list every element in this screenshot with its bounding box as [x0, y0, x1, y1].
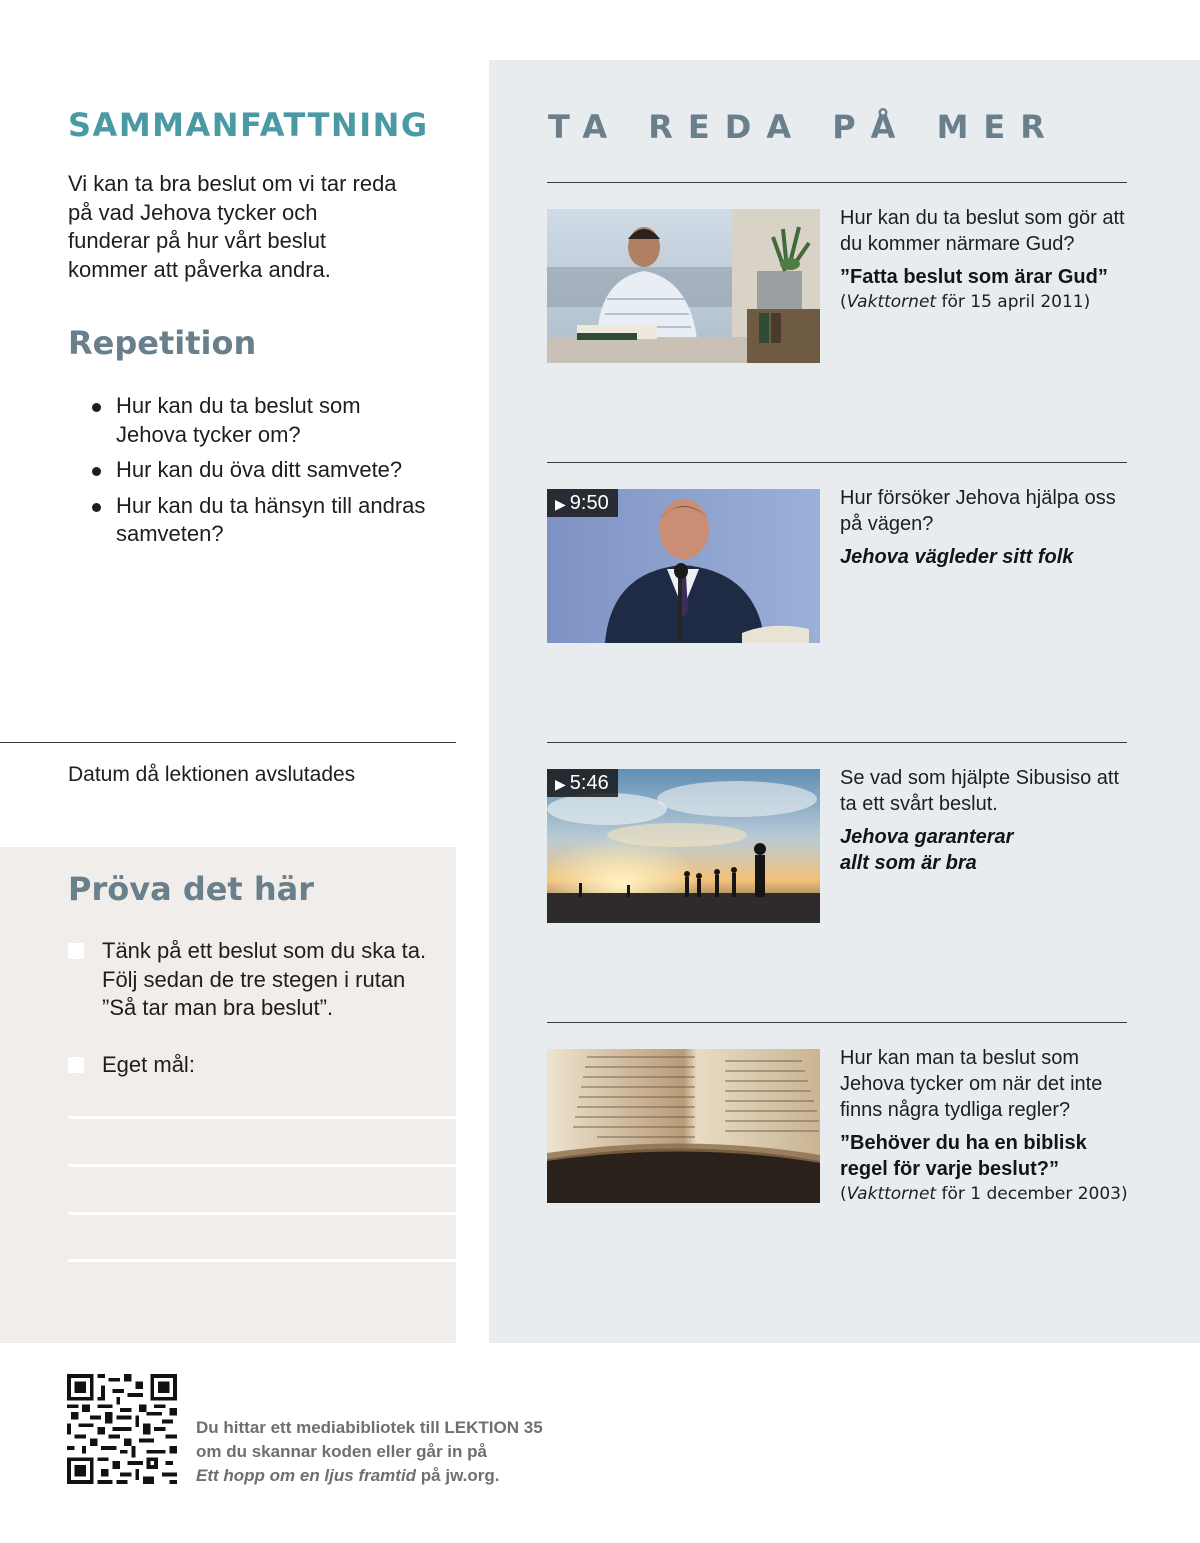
- list-item: [92, 456, 432, 485]
- entry-source: (Vakttornet för 1 december 2003): [840, 1184, 1128, 1204]
- bullet-icon: [92, 467, 101, 476]
- try-this-item-goal: [68, 1051, 438, 1080]
- learn-more-entry: [840, 765, 1130, 876]
- divider: [547, 462, 1127, 463]
- try-this-item: [68, 937, 438, 1023]
- footer-line: om du skannar koden eller går in på: [196, 1442, 487, 1461]
- publication-link[interactable]: Ett hopp om en ljus framtid: [196, 1466, 417, 1485]
- video-thumbnail[interactable]: [547, 769, 820, 923]
- video-duration-badge: ▶ 5:46: [547, 769, 618, 797]
- bullet-icon: [92, 403, 101, 412]
- qr-code-icon[interactable]: [67, 1374, 177, 1484]
- article-thumbnail[interactable]: [547, 209, 820, 363]
- entry-question: Hur kan man ta beslut som Jehova tycker om när det inte finns några tydliga regler?: [840, 1047, 1103, 1121]
- entry-title-link[interactable]: Jehova garanterar allt som är bra: [840, 826, 1014, 874]
- divider: [547, 742, 1127, 743]
- learn-more-entry: [840, 205, 1130, 314]
- writing-line[interactable]: [68, 1116, 456, 1119]
- entry-title-link[interactable]: ”Behöver du ha en biblisk regel för varje beslut?”: [840, 1132, 1087, 1180]
- divider: [547, 1022, 1127, 1023]
- repetition-list: [92, 392, 432, 556]
- divider: [0, 742, 456, 743]
- entry-title-link[interactable]: ”Fatta beslut som ärar Gud”: [840, 266, 1108, 288]
- learn-more-entry: [840, 485, 1130, 570]
- checkbox[interactable]: [68, 1057, 84, 1073]
- writing-line[interactable]: [68, 1212, 456, 1215]
- entry-question: Se vad som hjälpte Sibusiso att ta ett svårt beslut.: [840, 767, 1120, 815]
- list-item: [92, 492, 432, 549]
- learn-more-heading: TA REDA PÅ MER: [548, 108, 1060, 146]
- try-this-text: Eget mål:: [102, 1052, 195, 1077]
- play-icon: ▶: [555, 496, 566, 512]
- summary-text: Vi kan ta bra beslut om vi tar reda på vad Jehova tycker och funderar på hur vårt beslut kommer att påverka andra.: [68, 171, 397, 282]
- question-text: Hur kan du ta hänsyn till andras samveten?: [116, 492, 426, 546]
- video-duration-badge: ▶ 9:50: [547, 489, 618, 517]
- question-text: Hur kan du ta beslut som Jehova tycker om?: [116, 393, 361, 447]
- learn-more-entry: [840, 1045, 1130, 1206]
- list-item: [92, 392, 432, 449]
- repetition-heading: Repetition: [68, 324, 257, 362]
- entry-question: Hur försöker Jehova hjälpa oss på vägen?: [840, 487, 1116, 535]
- completion-date-label: Datum då lektionen avslutades: [68, 763, 356, 786]
- article-thumbnail[interactable]: [547, 1049, 820, 1203]
- try-this-box: [0, 847, 456, 1343]
- try-this-text: Tänk på ett beslut som du ska ta. Följ sedan de tre stegen i rutan ”Så tar man bra beslut”.: [102, 938, 427, 1020]
- open-bible-image: [547, 1049, 820, 1203]
- writing-line[interactable]: [68, 1164, 456, 1167]
- entry-title-link[interactable]: Jehova vägleder sitt folk: [840, 546, 1074, 568]
- entry-question: Hur kan du ta beslut som gör att du kommer närmare Gud?: [840, 207, 1125, 255]
- bullet-icon: [92, 503, 101, 512]
- footer-line: Du hittar ett mediabibliotek till LEKTION 35: [196, 1418, 543, 1437]
- play-icon: ▶: [555, 776, 566, 792]
- video-thumbnail[interactable]: [547, 489, 820, 643]
- summary-heading: SAMMANFATTNING: [68, 106, 429, 144]
- question-text: Hur kan du öva ditt samvete?: [116, 457, 403, 482]
- man-studying-image: [547, 209, 820, 363]
- writing-line[interactable]: [68, 1259, 456, 1262]
- entry-source: (Vakttornet för 15 april 2011): [840, 292, 1091, 312]
- divider: [547, 182, 1127, 183]
- footer-line: Ett hopp om en ljus framtid på jw.org.: [196, 1466, 500, 1485]
- checkbox[interactable]: [68, 943, 84, 959]
- footer-text: [196, 1416, 616, 1488]
- try-this-heading: Pröva det här: [68, 870, 315, 908]
